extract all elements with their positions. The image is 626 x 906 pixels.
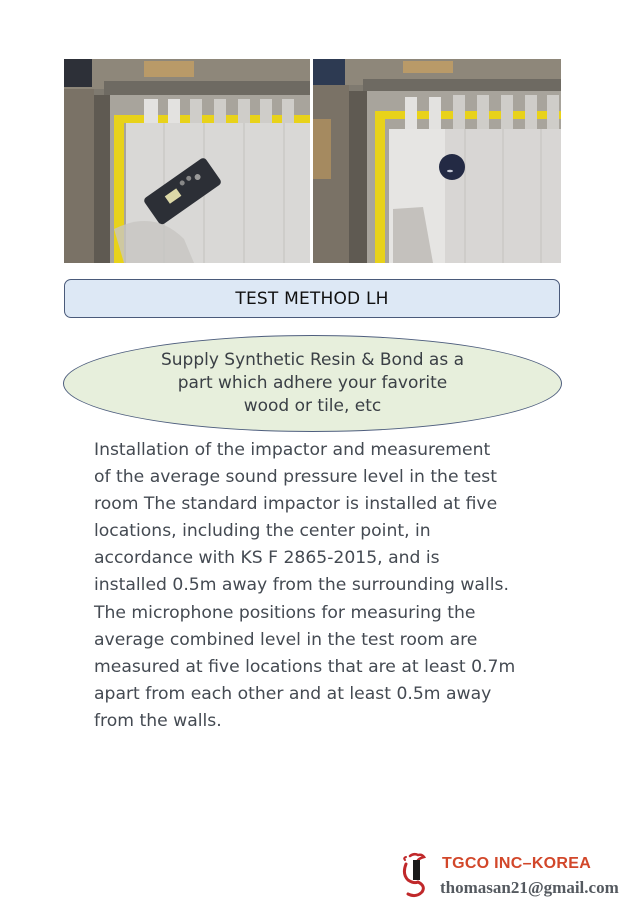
description-line: apart from each other and at least 0.5m away [94,683,492,704]
impactor-photo-tapping-machine [64,59,310,263]
description-line: accordance with KS F 2865-2015, and is [94,548,440,569]
contact-email: thomasan21@gmail.com [440,878,619,897]
tapping-machine-image [64,59,310,263]
method-description [94,437,544,735]
description-line: room The standard impactor is installed at five [94,494,498,515]
company-name: TGCO INC–KOREA [442,855,592,872]
description-line: average combined level in the test room are [94,629,478,650]
company-footer [400,852,626,902]
description-line: measured at five locations that are at least 0.7m [94,656,516,677]
test-method-banner [64,279,560,318]
tgco-logo-icon [400,852,432,898]
supply-callout [63,335,562,432]
supply-callout-text [148,349,478,418]
callout-line: wood or tile, etc [243,396,382,416]
description-line: The microphone positions for measuring the [94,602,476,623]
callout-line: part which adhere your favorite [177,373,448,393]
impactor-photo-rubber-ball [313,59,561,263]
callout-line: Supply Synthetic Resin & Bond as a [160,350,465,370]
description-line: locations, including the center point, in [94,521,431,542]
description-line: of the average sound pressure level in the test [94,467,497,488]
test-method-title: TEST METHOD LH [235,288,389,309]
description-line: Installation of the impactor and measurement [94,440,491,460]
description-line: installed 0.5m away from the surrounding walls. [94,575,509,596]
rubber-ball-image [313,59,561,263]
description-line: from the walls. [94,710,222,731]
